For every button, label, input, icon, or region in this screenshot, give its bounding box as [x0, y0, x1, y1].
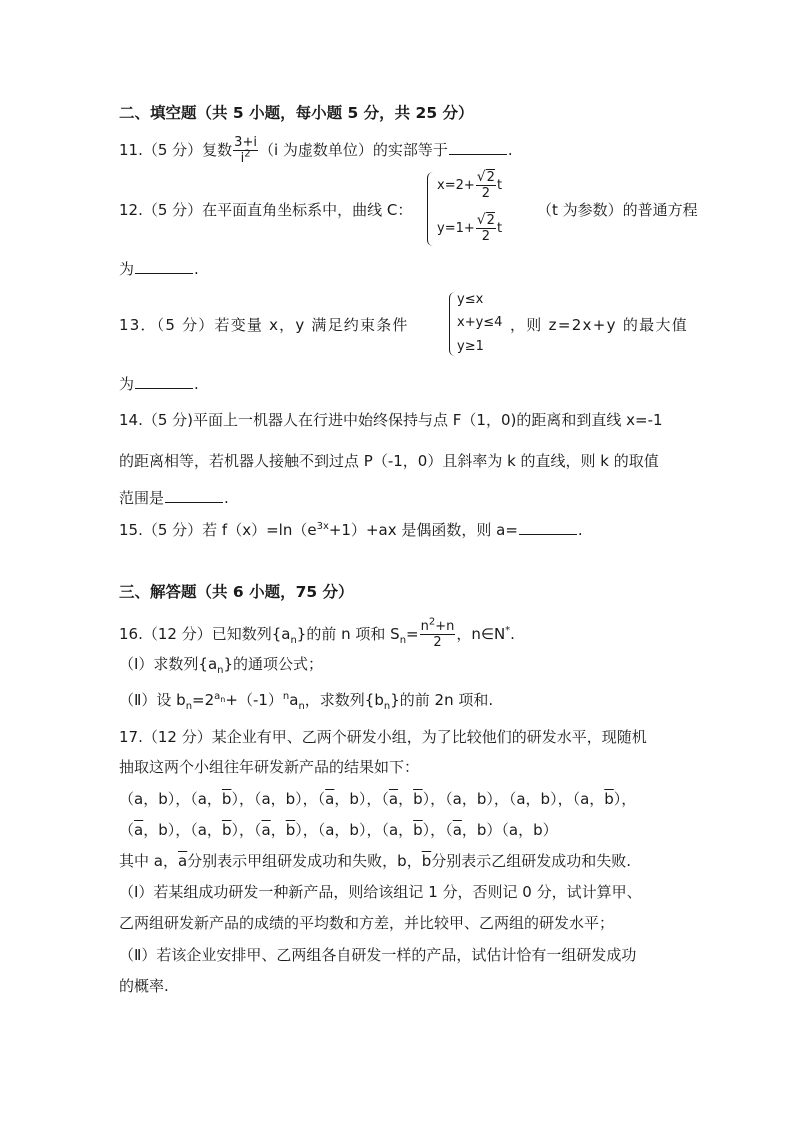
q17-results-row2: （$\overline{a}$，b），（a，$\overline{b}$），（$\overline{a}$，$\overline{b}$），（a，b），（a，$\overline{b}$），（$\overline{a}$，b）（a，b） — [119, 821, 558, 839]
question-15: 15.（5 分）若 $f(x)=\ln(e^{3x}+1)+ax$ 是偶函数，则 a= . — [119, 521, 583, 539]
question-14-line1: 14.（5 分)平面上一机器人在行进中始终保持与点 F（1，0)的距离和到直线 x=-1 — [119, 411, 663, 429]
q12-brace — [427, 172, 434, 246]
q11-numerator: 3+i — [234, 135, 257, 150]
answer-blank[interactable] — [135, 259, 193, 274]
q11-denominator: $i^2$ — [240, 148, 251, 166]
q11-fraction — [233, 135, 258, 166]
question-17-line2: 抽取这两个小组往年研发新产品的结果如下： — [119, 758, 420, 776]
q13-brace — [449, 292, 456, 356]
q11-tail: （i 为虚数单位）的实部等于 — [258, 141, 448, 159]
question-12 — [119, 200, 412, 220]
question-17-part1-line1: （Ⅰ）若某组成功研发一种新产品，则给该组记 1 分，否则记 0 分，试计算甲、 — [119, 883, 642, 901]
q12-equation-y: y=1+ $\frac{√2}{2}$ t — [437, 212, 503, 244]
q13-tail: ，则 z=2x+y 的最大值 — [510, 316, 689, 334]
question-12-line2: 为 . — [119, 260, 199, 278]
answer-blank[interactable] — [519, 520, 577, 535]
question-11: 11.（5 分）复数 $\frac{3+i}{i^2}$ （i 为虚数单位）的实部等于 . — [119, 135, 513, 166]
question-16-part2: （Ⅱ）设 $b_n=2^{a_n}+(-1)^na_n$，求数列$\{b_n\}$的前 2n 项和. — [119, 691, 494, 712]
question-13 — [119, 315, 409, 335]
question-14-line3: 范围是 . — [119, 489, 229, 507]
question-16-part1: （Ⅰ）求数列$\{a_n\}$的通项公式； — [119, 655, 324, 676]
section-title: 二、填空题（共 5 小题，每小题 5 分，共 25 分） — [119, 104, 474, 122]
q17-results-row1: （a，b），（a，$\overline{b}$），（a，b），（$\overline{a}$，b），（$\overline{a}$，$\overline{b}$），（a，b），（a，b），（a，$\overline{b}$）， — [119, 790, 637, 808]
question-14-line2: 的距离相等，若机器人接触不到过点 P（-1，0）且斜率为 k 的直线，则 k 的取值 — [119, 452, 659, 470]
question-16: 16.（12 分）已知数列$\{a_n\}$的前 n 项和 $S_n=$ $\frac{n^2+n}{2}$ ，n∈N*. — [119, 616, 515, 650]
section-title: 三、解答题（共 6 小题，75 分） — [119, 583, 354, 601]
question-13-line2: 为 . — [119, 375, 199, 393]
answer-blank[interactable] — [165, 488, 223, 503]
q13-constraint-2: x+y≤4 — [457, 315, 503, 330]
answer-blank[interactable] — [135, 374, 193, 389]
q17-note: 其中 a，$\overline{a}$分别表示甲组研发成功和失败，b，$\overline{b}$分别表示乙组研发成功和失败. — [119, 852, 632, 870]
question-17-line1: 17.（12 分）某企业有甲、乙两个研发小组，为了比较他们的研发水平，现随机 — [119, 728, 647, 746]
q13-constraint-3: y≥1 — [457, 339, 484, 354]
section-heading-solutions — [119, 582, 354, 602]
q16-fraction: $\frac{n^2+n}{2}$ — [420, 616, 455, 650]
q12-lead: 12.（5 分）在平面直角坐标系中，曲线 C： — [119, 201, 413, 219]
answer-blank[interactable] — [449, 140, 507, 155]
q12-tail: （t 为参数）的普通方程 — [537, 201, 698, 219]
question-17-part1-line2: 乙两组研发新产品的成绩的平均数和方差，并比较甲、乙两组的研发水平； — [119, 914, 615, 932]
q13-lead: 13．（5 分）若变量 x，y 满足约束条件 — [119, 316, 409, 334]
section-heading-fill-in — [119, 103, 474, 123]
question-17-part2-line1: （Ⅱ）若该企业安排甲、乙两组各自研发一样的产品，试估计恰有一组研发成功 — [119, 946, 637, 964]
question-17-part2-line2: 的概率. — [119, 977, 169, 995]
q13-constraint-1: y≤x — [457, 292, 484, 307]
q11-lead: 11.（5 分）复数 — [119, 141, 233, 159]
q12-equation-x: x=2+ $\frac{√2}{2}$ t — [437, 169, 503, 201]
